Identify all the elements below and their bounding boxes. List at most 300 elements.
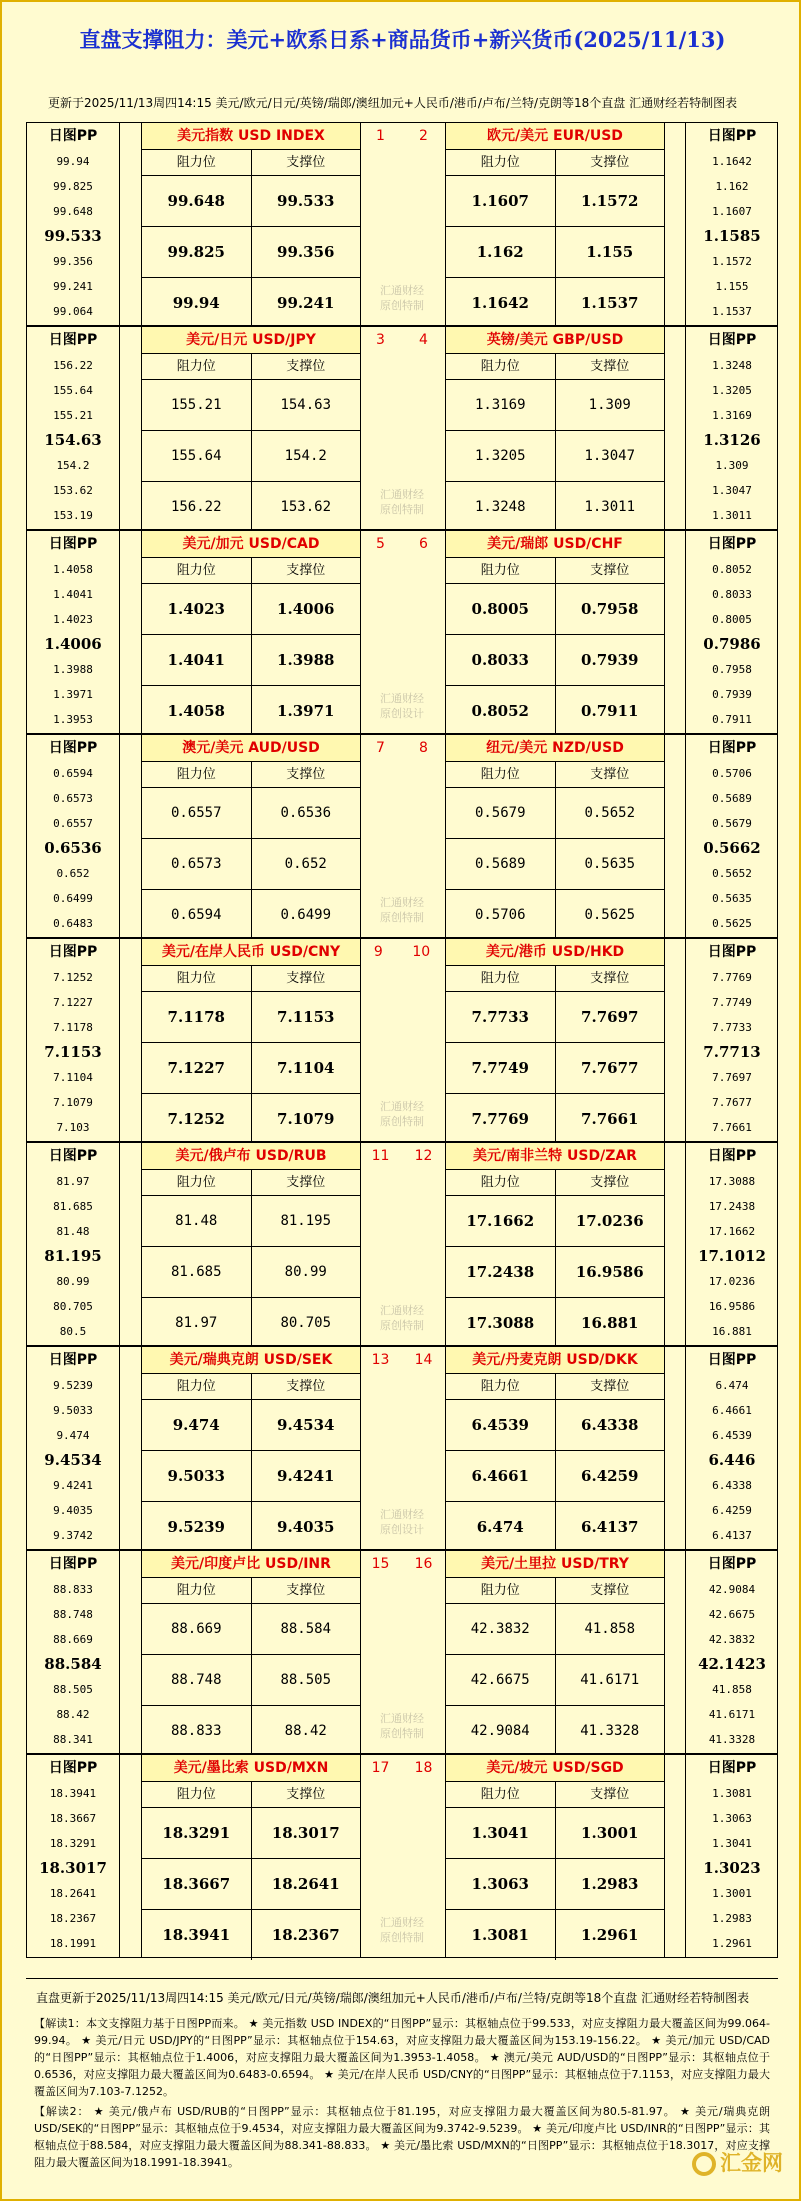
level-row [142, 1451, 360, 1502]
level-row [446, 1196, 664, 1247]
support-header: 支撑位 [590, 971, 630, 986]
pair-number: 8 [419, 740, 428, 756]
pp-header: 日图PP [48, 332, 98, 348]
pair-name: 美元/印度卢比 USD/INR [142, 1551, 360, 1578]
resistance-value: 18.3291 [142, 1808, 252, 1858]
resistance-header: 阻力位 [446, 1170, 556, 1195]
pp-level: 99.356 [53, 255, 93, 268]
pp-level: 6.474 [715, 1379, 749, 1392]
resistance-header: 阻力位 [142, 1578, 252, 1603]
level-row [142, 890, 360, 940]
resistance-value: 88.748 [142, 1655, 252, 1705]
resistance-value: 1.3063 [446, 1859, 556, 1909]
pp-level: 0.8052 [712, 563, 752, 576]
resistance-value: 7.7733 [446, 992, 556, 1042]
pair-number: 11 [371, 1148, 390, 1164]
resistance-value: 0.5689 [446, 839, 556, 889]
support-header: 支撑位 [590, 1787, 630, 1802]
level-row [446, 1502, 664, 1552]
level-row [142, 1808, 360, 1859]
pp-level: 88.42 [56, 1708, 90, 1721]
watermark: 汇通财经原创特制 [380, 1712, 424, 1740]
pp-level: 18.1991 [49, 1937, 97, 1950]
pp-level: 1.155 [715, 280, 749, 293]
left-level-table [141, 531, 361, 733]
resistance-value: 6.4661 [446, 1451, 556, 1501]
resistance-value: 99.648 [142, 176, 252, 226]
pp-header: 日图PP [707, 536, 757, 552]
left-level-table [141, 735, 361, 937]
pp-level: 88.833 [53, 1583, 93, 1596]
support-value: 88.505 [280, 1672, 332, 1688]
right-pivot-column [685, 1347, 778, 1549]
pp-level: 7.7677 [712, 1096, 752, 1109]
resistance-value: 42.9084 [446, 1706, 556, 1756]
support-header: 支撑位 [590, 563, 630, 578]
pair-name: 美元/日元 USD/JPY [142, 327, 360, 354]
right-pivot-column [685, 735, 778, 937]
pp-level: 9.474 [56, 1429, 90, 1442]
pp-level: 0.6557 [53, 817, 93, 830]
level-row [142, 686, 360, 736]
resistance-value: 1.162 [446, 227, 556, 277]
resistance-value: 0.8052 [446, 686, 556, 736]
logo-ring-icon [692, 2152, 716, 2176]
pair-name: 美元/丹麦克朗 USD/DKK [446, 1347, 664, 1374]
pp-level: 1.1537 [712, 305, 752, 318]
left-level-table [141, 939, 361, 1141]
left-pivot-column [27, 123, 120, 325]
pp-level: 17.2438 [708, 1200, 756, 1213]
interpretation-2: 【解读2： ★ 美元/俄卢布 USD/RUB的“日图PP”显示：其枢轴点位于81.195，对应支撑阻力最大覆盖区间为80.5-81.97。 ★ 美元/瑞典克朗 USD/SEK的“日图PP”显示：其枢轴点位于9.4534，对应支撑阻力最大覆盖区间为9.3742-9.5239。 ★ 美元/印度卢比 USD/INR的“日图PP”显示：其枢轴点位于88.584，对应支撑阻力最大覆盖区间为88.341-88.833。 ★ 美元/墨比索 USD/MXN的“日图PP”显示：其枢轴点位于18.3017，对应支撑阻力最大覆盖区间为18.1991-18.3941。 [34, 2105, 770, 2169]
resistance-value: 9.5239 [142, 1502, 252, 1552]
left-level-table [141, 123, 361, 325]
support-value: 0.5625 [584, 907, 636, 923]
pp-level: 99.825 [53, 180, 93, 193]
support-value: 6.4259 [581, 1467, 639, 1485]
pp-level: 1.3988 [53, 663, 93, 676]
pp-level: 99.064 [53, 305, 93, 318]
pp-level: 1.3953 [53, 713, 93, 726]
pivot-value: 9.4534 [44, 1451, 102, 1469]
pp-header: 日图PP [707, 1556, 757, 1572]
pp-level: 41.6171 [708, 1708, 756, 1721]
support-value: 18.2367 [271, 1926, 340, 1944]
pp-level: 0.5652 [712, 867, 752, 880]
pp-level: 42.9084 [708, 1583, 756, 1596]
pair-name: 纽元/美元 NZD/USD [446, 735, 664, 762]
pp-level: 99.648 [53, 205, 93, 218]
left-pivot-column [27, 939, 120, 1141]
right-level-table [445, 1551, 665, 1753]
support-value: 1.4006 [277, 600, 335, 618]
support-value: 1.3988 [277, 651, 335, 669]
watermark-area [380, 327, 424, 529]
resistance-value: 1.4041 [142, 635, 252, 685]
level-row [142, 1247, 360, 1298]
support-header: 支撑位 [590, 1175, 630, 1190]
pivot-value: 6.446 [708, 1451, 756, 1469]
watermark: 汇通财经原创特制 [380, 1304, 424, 1332]
level-row [446, 482, 664, 532]
resistance-value: 155.64 [142, 431, 252, 481]
pivot-value: 0.5662 [703, 839, 761, 857]
level-row [446, 1094, 664, 1144]
resistance-value: 1.3081 [446, 1910, 556, 1960]
resistance-header: 阻力位 [142, 1374, 252, 1399]
left-pivot-column [27, 327, 120, 529]
resistance-value: 99.825 [142, 227, 252, 277]
pair-name: 美元/俄卢布 USD/RUB [142, 1143, 360, 1170]
pair-name: 美元/瑞郎 USD/CHF [446, 531, 664, 558]
resistance-header: 阻力位 [446, 1578, 556, 1603]
pp-header: 日图PP [48, 1760, 98, 1776]
level-row [142, 1502, 360, 1552]
logo-text: 汇金网 [720, 2151, 783, 2175]
support-value: 41.858 [584, 1621, 636, 1637]
left-level-table [141, 1551, 361, 1753]
pp-level: 7.7749 [712, 996, 752, 1009]
pp-level: 1.3248 [712, 359, 752, 372]
level-row [142, 1094, 360, 1144]
pp-level: 41.3328 [708, 1733, 756, 1746]
level-row [142, 176, 360, 227]
support-header: 支撑位 [590, 155, 630, 170]
level-row [446, 431, 664, 482]
support-value: 41.3328 [580, 1723, 640, 1739]
pivot-value: 88.584 [44, 1655, 102, 1673]
level-row [142, 992, 360, 1043]
pair-number: 4 [419, 332, 428, 348]
level-row [446, 1247, 664, 1298]
right-level-table [445, 1755, 665, 1957]
pp-header: 日图PP [48, 944, 98, 960]
level-row [446, 788, 664, 839]
pp-header: 日图PP [707, 1148, 757, 1164]
pair-name: 美元/墨比索 USD/MXN [142, 1755, 360, 1782]
pivot-value: 0.6536 [44, 839, 102, 857]
support-value: 7.7661 [581, 1110, 639, 1128]
level-row [142, 788, 360, 839]
pp-level: 6.4137 [712, 1529, 752, 1542]
resistance-value: 9.5033 [142, 1451, 252, 1501]
support-header: 支撑位 [286, 971, 326, 986]
watermark: 汇通财经 原创设计 [380, 1508, 424, 1536]
support-value: 99.356 [277, 243, 335, 261]
right-level-table [445, 327, 665, 529]
left-pivot-column [27, 1551, 120, 1753]
left-level-table [141, 1347, 361, 1549]
pair-name: 美元/在岸人民币 USD/CNY [142, 939, 360, 966]
pivot-value: 1.3126 [703, 431, 761, 449]
resistance-header: 阻力位 [142, 1782, 252, 1807]
left-pivot-column [27, 735, 120, 937]
support-value: 88.584 [280, 1621, 332, 1637]
pp-level: 7.103 [56, 1121, 90, 1134]
pp-level: 88.341 [53, 1733, 93, 1746]
left-pivot-column [27, 1755, 120, 1957]
level-row [446, 1298, 664, 1348]
pp-level: 18.2641 [49, 1887, 97, 1900]
pp-level: 18.3941 [49, 1787, 97, 1800]
pair-number: 5 [376, 536, 385, 552]
pp-header: 日图PP [48, 536, 98, 552]
support-value: 154.2 [284, 448, 327, 464]
support-value: 0.7911 [581, 702, 639, 720]
pair-block [26, 734, 778, 938]
support-value: 1.1572 [581, 192, 639, 210]
resistance-value: 7.7769 [446, 1094, 556, 1144]
pp-header: 日图PP [48, 1556, 98, 1572]
level-row [446, 1043, 664, 1094]
support-header: 支撑位 [590, 1379, 630, 1394]
pp-level: 80.705 [53, 1300, 93, 1313]
support-value: 99.533 [277, 192, 335, 210]
support-value: 7.1153 [277, 1008, 335, 1026]
pp-level: 1.3081 [712, 1787, 752, 1800]
support-value: 153.62 [280, 499, 332, 515]
pair-number: 2 [419, 128, 428, 144]
resistance-header: 阻力位 [446, 966, 556, 991]
level-row [142, 1859, 360, 1910]
pp-level: 0.6573 [53, 792, 93, 805]
support-header: 支撑位 [286, 563, 326, 578]
support-value: 41.6171 [580, 1672, 640, 1688]
support-value: 80.99 [284, 1264, 327, 1280]
right-pivot-column [685, 123, 778, 325]
resistance-value: 155.21 [142, 380, 252, 430]
right-level-table [445, 735, 665, 937]
pp-level: 0.652 [56, 867, 90, 880]
pp-header: 日图PP [707, 944, 757, 960]
pp-level: 81.97 [56, 1175, 90, 1188]
resistance-header: 阻力位 [446, 558, 556, 583]
pp-level: 9.5239 [53, 1379, 93, 1392]
pp-level: 80.5 [59, 1325, 87, 1338]
pair-name: 美元/港币 USD/HKD [446, 939, 664, 966]
resistance-value: 9.474 [142, 1400, 252, 1450]
pp-level: 99.94 [56, 155, 90, 168]
right-pivot-column [685, 939, 778, 1141]
pp-level: 7.7769 [712, 971, 752, 984]
resistance-value: 1.3169 [446, 380, 556, 430]
pp-level: 1.1642 [712, 155, 752, 168]
level-row [446, 839, 664, 890]
pivot-value: 17.1012 [698, 1247, 766, 1265]
level-row [142, 482, 360, 532]
pp-level: 6.4338 [712, 1479, 752, 1492]
pp-level: 0.8033 [712, 588, 752, 601]
pp-level: 7.1079 [53, 1096, 93, 1109]
pp-level: 153.19 [53, 509, 93, 522]
resistance-value: 18.3667 [142, 1859, 252, 1909]
pp-level: 88.505 [53, 1683, 93, 1696]
support-value: 6.4137 [581, 1518, 639, 1536]
pp-level: 80.99 [56, 1275, 90, 1288]
pair-number: 12 [414, 1148, 433, 1164]
pp-level: 156.22 [53, 359, 93, 372]
right-level-table [445, 123, 665, 325]
pivot-value: 1.3023 [703, 1859, 761, 1877]
resistance-value: 1.3248 [446, 482, 556, 532]
resistance-value: 18.3941 [142, 1910, 252, 1960]
pp-header: 日图PP [707, 740, 757, 756]
pivot-value: 99.533 [44, 227, 102, 245]
pp-level: 17.3088 [708, 1175, 756, 1188]
resistance-value: 42.6675 [446, 1655, 556, 1705]
resistance-header: 阻力位 [446, 354, 556, 379]
left-level-table [141, 327, 361, 529]
level-row [446, 1655, 664, 1706]
page-subtitle: 更新于2025/11/13周四14:15 美元/欧元/日元/英镑/瑞郎/澳纽加元+人民币/港币/卢布/兰特/克朗等18个直盘 汇通财经若特制图表 [48, 96, 738, 110]
support-value: 1.3011 [584, 499, 636, 515]
support-header: 支撑位 [286, 155, 326, 170]
pp-header: 日图PP [707, 1352, 757, 1368]
support-value: 88.42 [284, 1723, 327, 1739]
pair-block [26, 1754, 778, 1958]
support-value: 1.3971 [277, 702, 335, 720]
support-value: 0.6536 [280, 805, 332, 821]
pp-level: 6.4661 [712, 1404, 752, 1417]
right-pivot-column [685, 531, 778, 733]
support-value: 80.705 [280, 1315, 332, 1331]
resistance-value: 0.6573 [142, 839, 252, 889]
resistance-value: 17.3088 [446, 1298, 556, 1348]
pp-level: 0.7958 [712, 663, 752, 676]
pp-header: 日图PP [48, 128, 98, 144]
level-row [446, 227, 664, 278]
support-header: 支撑位 [286, 767, 326, 782]
right-level-table [445, 939, 665, 1141]
right-level-table [445, 531, 665, 733]
pp-level: 7.7733 [712, 1021, 752, 1034]
resistance-value: 1.4058 [142, 686, 252, 736]
support-value: 1.2961 [581, 1926, 639, 1944]
support-header: 支撑位 [286, 1379, 326, 1394]
resistance-value: 1.3205 [446, 431, 556, 481]
pp-level: 42.6675 [708, 1608, 756, 1621]
pp-header: 日图PP [48, 1148, 98, 1164]
resistance-header: 阻力位 [142, 1170, 252, 1195]
right-level-table [445, 1143, 665, 1345]
pair-name: 美元/坡元 USD/SGD [446, 1755, 664, 1782]
pp-level: 1.1607 [712, 205, 752, 218]
level-row [446, 1808, 664, 1859]
resistance-value: 1.3041 [446, 1808, 556, 1858]
resistance-header: 阻力位 [446, 762, 556, 787]
left-pivot-column [27, 1347, 120, 1549]
resistance-header: 阻力位 [446, 1782, 556, 1807]
watermark: 汇通财经原创特制 [380, 896, 424, 924]
support-value: 0.6499 [280, 907, 332, 923]
pp-level: 1.4041 [53, 588, 93, 601]
pp-level: 42.3832 [708, 1633, 756, 1646]
pp-level: 88.669 [53, 1633, 93, 1646]
resistance-value: 99.94 [142, 278, 252, 328]
pp-level: 1.3047 [712, 484, 752, 497]
pivot-value: 1.1585 [703, 227, 761, 245]
pp-level: 7.1252 [53, 971, 93, 984]
pair-number: 10 [412, 944, 431, 960]
support-value: 1.3001 [581, 1824, 639, 1842]
level-row [446, 686, 664, 736]
support-value: 16.881 [581, 1314, 639, 1332]
pair-block [26, 530, 778, 734]
level-row [142, 1604, 360, 1655]
pp-level: 9.4035 [53, 1504, 93, 1517]
pair-name: 美元/瑞典克朗 USD/SEK [142, 1347, 360, 1374]
resistance-value: 81.48 [142, 1196, 252, 1246]
support-value: 9.4035 [277, 1518, 335, 1536]
resistance-value: 81.685 [142, 1247, 252, 1297]
support-value: 7.1079 [277, 1110, 335, 1128]
footer-title: 直盘更新于2025/11/13周四14:15 美元/欧元/日元/英镑/瑞郎/澳纽加元+人民币/港币/卢布/兰特/克朗等18个直盘 汇通财经若特制图表 [36, 1991, 750, 2005]
pp-level: 153.62 [53, 484, 93, 497]
pp-level: 0.5625 [712, 917, 752, 930]
pp-header: 日图PP [48, 740, 98, 756]
pp-level: 1.3041 [712, 1837, 752, 1850]
site-logo [692, 2147, 792, 2187]
left-pivot-column [27, 531, 120, 733]
resistance-value: 7.7749 [446, 1043, 556, 1093]
pp-level: 17.0236 [708, 1275, 756, 1288]
level-row [142, 635, 360, 686]
pp-level: 16.881 [712, 1325, 752, 1338]
level-row [446, 380, 664, 431]
pivot-value: 18.3017 [39, 1859, 107, 1877]
pair-block [26, 1550, 778, 1754]
support-value: 1.3047 [584, 448, 636, 464]
pair-number: 7 [376, 740, 385, 756]
resistance-value: 17.1662 [446, 1196, 556, 1246]
resistance-value: 88.833 [142, 1706, 252, 1756]
support-value: 0.5635 [584, 856, 636, 872]
pp-level: 1.309 [715, 459, 749, 472]
level-row [446, 1910, 664, 1960]
watermark-area [380, 123, 424, 325]
pp-level: 18.3291 [49, 1837, 97, 1850]
level-row [446, 176, 664, 227]
level-row [142, 584, 360, 635]
watermark: 汇通财经原创特制 [380, 1100, 424, 1128]
resistance-value: 0.5706 [446, 890, 556, 940]
resistance-value: 17.2438 [446, 1247, 556, 1297]
right-pivot-column [685, 327, 778, 529]
support-value: 0.5652 [584, 805, 636, 821]
pp-level: 0.6594 [53, 767, 93, 780]
pp-level: 1.3063 [712, 1812, 752, 1825]
level-row [142, 1655, 360, 1706]
pair-name: 美元/南非兰特 USD/ZAR [446, 1143, 664, 1170]
pp-header: 日图PP [48, 1352, 98, 1368]
pp-level: 1.1572 [712, 255, 752, 268]
level-row [142, 839, 360, 890]
watermark: 汇通财经 原创设计 [380, 692, 424, 720]
level-row [142, 1043, 360, 1094]
resistance-value: 1.1607 [446, 176, 556, 226]
pair-name: 美元/加元 USD/CAD [142, 531, 360, 558]
level-row [446, 278, 664, 328]
support-value: 7.1104 [277, 1059, 335, 1077]
level-row [142, 1706, 360, 1756]
page-title: 直盘支撑阻力：美元+欧系日系+商品货币+新兴货币(2025/11/13) [79, 27, 726, 52]
pair-block [26, 1346, 778, 1550]
pp-level: 0.6499 [53, 892, 93, 905]
support-header: 支撑位 [286, 1583, 326, 1598]
support-value: 1.155 [586, 243, 634, 261]
pair-number: 15 [371, 1556, 390, 1572]
left-pivot-column [27, 1143, 120, 1345]
